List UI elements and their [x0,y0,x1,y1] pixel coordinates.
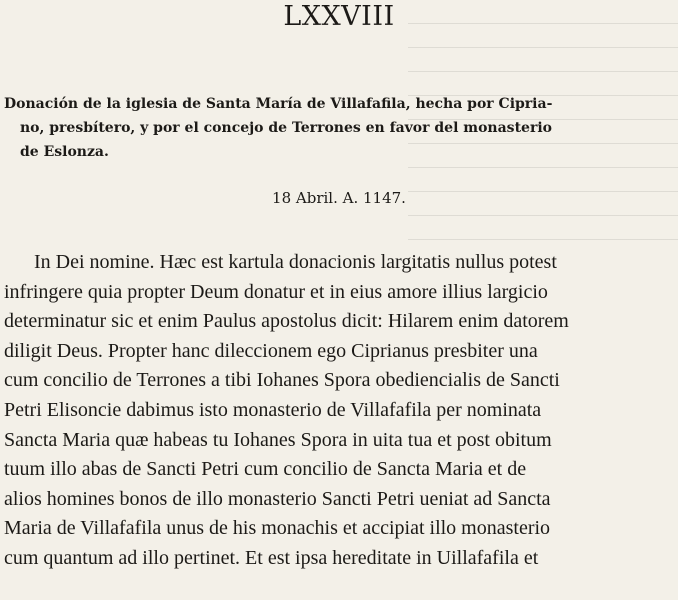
body-line: determinatur sic et enim Paulus apostolus dicit: Hilarem enim datorem [4,310,569,333]
document-date: 18 Abril. A. 1147. [272,189,406,207]
body-line: In Dei nomine. Hæc est kartula donacionis largitatis nullus potest [34,251,557,273]
heading-line: Donación de la iglesia de Santa María de Villafafila, hecha por Cipria- [4,96,553,112]
body-line: infringere quia propter Deum donatur et in eius amore illius largicio [4,280,548,303]
body-line: alios homines bonos de illo monasterio Sancti Petri ueniat ad Sancta [4,487,551,510]
body-line: cum concilio de Terrones a tibi Iohanes Spora obediencialis de Sancti [4,369,560,392]
body-line: Sancta Maria quæ habeas tu Iohanes Spora in uita tua et post obitum [4,428,552,451]
body-line: Maria de Villafafila unus de his monachis et accipiat illo monasterio [4,517,551,540]
body-line: cum quantum ad illo pertinet. Et est ipsa hereditate in Uillafafila et [4,546,539,569]
document-number: LXXVIII [283,1,395,32]
body-line: tuum illo abas de Sancti Petri cum concilio de Sancta Maria et de [4,458,527,481]
body-line: diligit Deus. Propter hanc dileccionem ego Ciprianus presbiter una [4,339,538,362]
document-body [4,248,672,574]
heading-line: de Eslonza. [20,144,109,160]
heading-line: no, presbítero, y por el concejo de Terrones en favor del monasterio [20,120,552,136]
document-heading [4,92,672,164]
body-line: Petri Elisoncie dabimus isto monasterio de Villafafila per nominata [4,398,542,421]
